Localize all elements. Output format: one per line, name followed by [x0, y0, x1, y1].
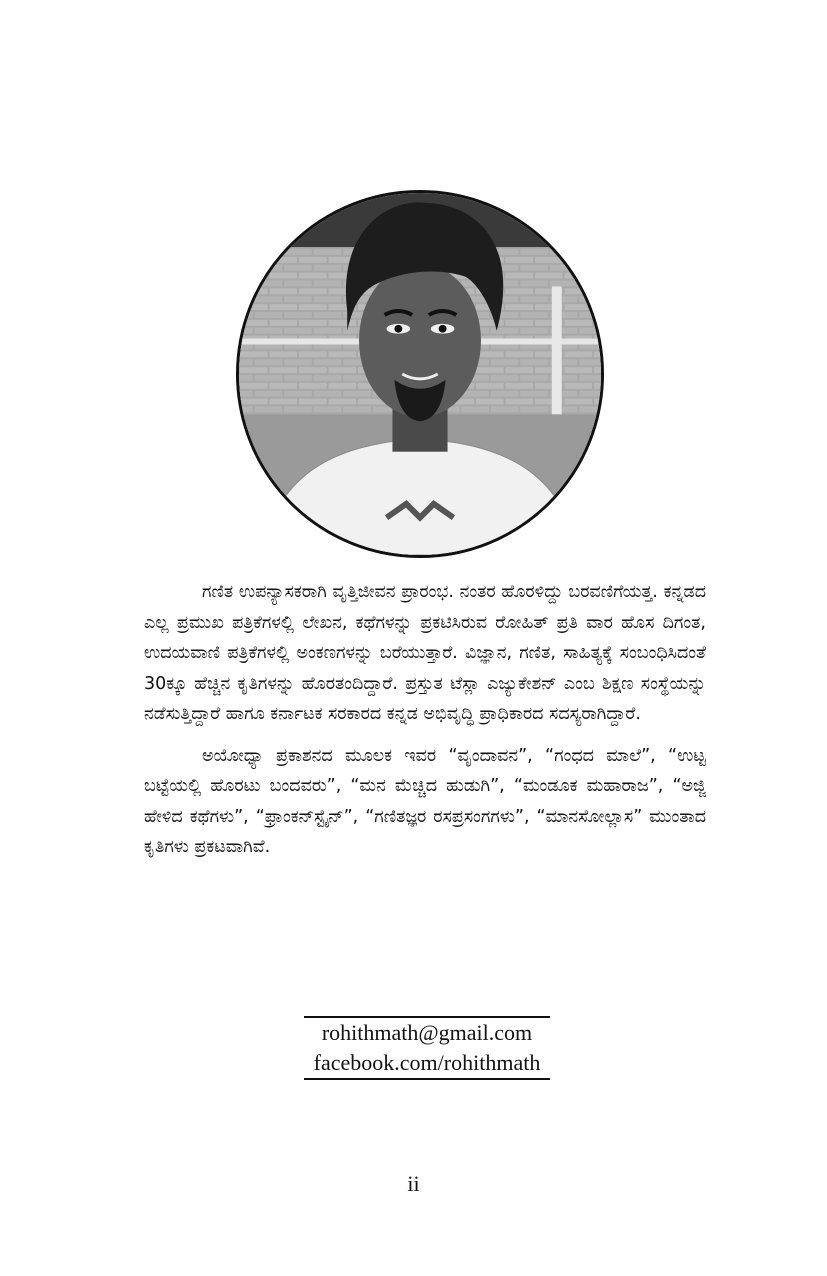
- divider: [304, 1078, 550, 1080]
- contact-block: [290, 1016, 564, 1080]
- contact-email[interactable]: rohithmath@gmail.com: [321, 1020, 533, 1045]
- contact-facebook[interactable]: facebook.com/rohithmath: [313, 1050, 541, 1075]
- page-number: ii: [407, 1171, 420, 1196]
- bio-paragraph: ಗಣಿತ ಉಪನ್ಯಾಸಕರಾಗಿ ವೃತ್ತಿಜೀವನ ಪ್ರಾರಂಭ. ನಂತರ ಹೊರಳಿದ್ದು ಬರವಣಿಗೆಯತ್ತ. ಕನ್ನಡದ ಎಲ್ಲ ಪ್ರಮುಖ ಪತ್ರಿಕೆಗಳಲ್ಲಿ ಲೇಖನ, ಕಥೆಗಳನ್ನು ಪ್ರಕಟಿಸಿರುವ ರೋಹಿತ್ ಪ್ರತಿ ವಾರ ಹೊಸ ದಿಗಂತ, ಉದಯವಾಣಿ ಪತ್ರಿಕೆಗಳಲ್ಲಿ ಅಂಕಣಗಳನ್ನು ಬರೆಯುತ್ತಾರೆ. ವಿಜ್ಞಾನ, ಗಣಿತ, ಸಾಹಿತ್ಯಕ್ಕೆ ಸಂಬಂಧಿಸಿದಂತೆ 30ಕ್ಕೂ ಹೆಚ್ಚಿನ ಕೃತಿಗಳನ್ನು ಹೊರತಂದಿದ್ದಾರೆ. ಪ್ರಸ್ತುತ ಟೆಸ್ಲಾ ಎಜ್ಯುಕೇಶನ್ ಎಂಬ ಶಿಕ್ಷಣ ಸಂಸ್ಥೆಯನ್ನು ನಡೆಸುತ್ತಿದ್ದಾರೆ ಹಾಗೂ ಕರ್ನಾಟಕ ಸರಕಾರದ ಕನ್ನಡ ಅಭಿವೃದ್ಧಿ ಪ್ರಾಧಿಕಾರದ ಸದಸ್ಯರಾಗಿದ್ದಾರೆ.: [144, 582, 706, 724]
- author-photo: [236, 190, 604, 558]
- author-bio: [144, 577, 706, 874]
- bio-paragraph: ಅಯೋಧ್ಯಾ ಪ್ರಕಾಶನದ ಮೂಲಕ ಇವರ “ವೃಂದಾವನ”, “ಗಂಧದ ಮಾಲೆ”, “ಉಟ್ಟ ಬಟ್ಟೆಯಲ್ಲಿ ಹೊರಟು ಬಂದವರು”, “ಮನ ಮೆಚ್ಚಿದ ಹುಡುಗಿ”, “ಮಂಡೂಕ ಮಹಾರಾಜ”, “ಅಜ್ಜಿ ಹೇಳಿದ ಕಥೆಗಳು”, “ಫ್ರಾಂಕನ್‌ಸ್ಟೈನ್”, “ಗಣಿತಜ್ಞರ ರಸಪ್ರಸಂಗಗಳು”, “ಮಾನಸೋಲ್ಲಾಸ” ಮುಂತಾದ ಕೃತಿಗಳು ಪ್ರಕಟವಾಗಿವೆ.: [144, 745, 706, 857]
